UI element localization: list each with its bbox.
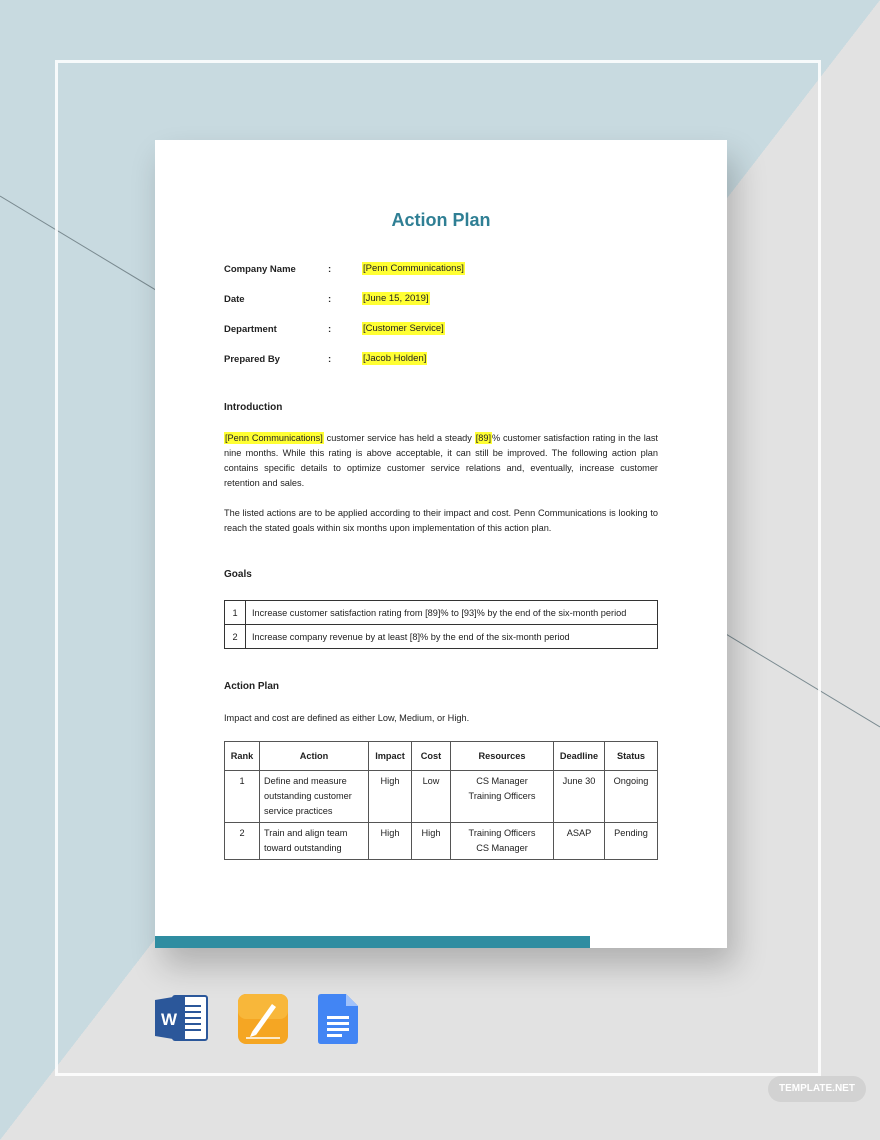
meta-value: [Jacob Holden] bbox=[363, 353, 427, 364]
goals-heading: Goals bbox=[224, 569, 252, 580]
header-resources: Resources bbox=[451, 742, 554, 771]
meta-row-date bbox=[224, 294, 664, 324]
introduction-heading: Introduction bbox=[224, 402, 283, 413]
cell-status: Pending bbox=[605, 823, 658, 860]
goal-number: 1 bbox=[225, 601, 246, 625]
svg-text:W: W bbox=[160, 1010, 178, 1029]
header-action: Action bbox=[260, 742, 369, 771]
meta-row-company bbox=[224, 264, 664, 294]
company-highlight: [Penn Communications] bbox=[225, 433, 323, 443]
rating-highlight: [89] bbox=[475, 433, 492, 443]
action-plan-heading: Action Plan bbox=[224, 681, 280, 692]
header-status: Status bbox=[605, 742, 658, 771]
accent-bar bbox=[155, 936, 590, 948]
cell-resources bbox=[451, 823, 554, 860]
table-header-row bbox=[225, 742, 658, 771]
goal-row bbox=[225, 625, 658, 649]
document-page bbox=[155, 140, 727, 948]
header-cost: Cost bbox=[412, 742, 451, 771]
table-row bbox=[225, 823, 658, 860]
action-plan-note: Impact and cost are defined as either Low, Medium, or High. bbox=[224, 713, 470, 723]
word-icon[interactable] bbox=[155, 994, 209, 1042]
action-plan-table bbox=[224, 741, 658, 860]
meta-row-prepared-by bbox=[224, 354, 664, 384]
meta-value: [Customer Service] bbox=[363, 323, 444, 334]
goal-number: 2 bbox=[225, 625, 246, 649]
meta-label: Date bbox=[224, 294, 245, 305]
cell-cost: High bbox=[412, 823, 451, 860]
resource-line: Training Officers bbox=[468, 828, 536, 838]
meta-value: [June 15, 2019] bbox=[363, 293, 429, 304]
pages-icon[interactable] bbox=[238, 994, 288, 1044]
cell-action: Train and align team toward outstanding bbox=[260, 823, 369, 860]
resource-line: CS Manager bbox=[476, 843, 528, 853]
cell-impact: High bbox=[369, 771, 412, 823]
intro-text-a: customer service has held a steady bbox=[323, 433, 475, 443]
cell-resources bbox=[451, 771, 554, 823]
document-title: Action Plan bbox=[391, 210, 491, 230]
goal-row bbox=[225, 601, 658, 625]
cell-rank: 2 bbox=[225, 823, 260, 860]
meta-label: Company Name bbox=[224, 264, 296, 275]
resource-line: Training Officers bbox=[468, 791, 536, 801]
header-rank: Rank bbox=[225, 742, 260, 771]
meta-colon: : bbox=[328, 354, 332, 365]
introduction-paragraph-2: The listed actions are to be applied according to their impact and cost. Penn Communications is looking to reach the stated goals within six months upon implementation of this action plan. bbox=[224, 508, 658, 533]
cell-rank: 1 bbox=[225, 771, 260, 823]
meta-label: Prepared By bbox=[224, 354, 280, 365]
cell-action: Define and measure outstanding customer service practices bbox=[260, 771, 369, 823]
cell-cost: Low bbox=[412, 771, 451, 823]
goal-text: Increase company revenue by at least [8]% by the end of the six-month period bbox=[246, 625, 658, 649]
intro-text-b: % customer satisfaction rating in the last nine months. While this rating is above acceptable, it can still be improved. The following action plan contains specific details to optimize customer service relations and, eventually, increase customer retention and sales. bbox=[224, 433, 658, 488]
meta-colon: : bbox=[328, 324, 332, 335]
meta-colon: : bbox=[328, 264, 332, 275]
meta-colon: : bbox=[328, 294, 332, 305]
meta-row-department bbox=[224, 324, 664, 354]
cell-impact: High bbox=[369, 823, 412, 860]
introduction-paragraph-1 bbox=[224, 431, 658, 491]
meta-value: [Penn Communications] bbox=[363, 263, 464, 274]
meta-block bbox=[224, 264, 664, 384]
meta-label: Department bbox=[224, 324, 277, 335]
table-row bbox=[225, 771, 658, 823]
cell-status: Ongoing bbox=[605, 771, 658, 823]
goal-text: Increase customer satisfaction rating from [89]% to [93]% by the end of the six-month period bbox=[246, 601, 658, 625]
header-deadline: Deadline bbox=[554, 742, 605, 771]
cell-deadline: June 30 bbox=[554, 771, 605, 823]
resource-line: CS Manager bbox=[476, 776, 528, 786]
goals-table bbox=[224, 600, 658, 649]
google-docs-icon[interactable] bbox=[318, 994, 358, 1044]
cell-deadline: ASAP bbox=[554, 823, 605, 860]
template-net-badge[interactable]: TEMPLATE.NET bbox=[768, 1076, 866, 1102]
header-impact: Impact bbox=[369, 742, 412, 771]
